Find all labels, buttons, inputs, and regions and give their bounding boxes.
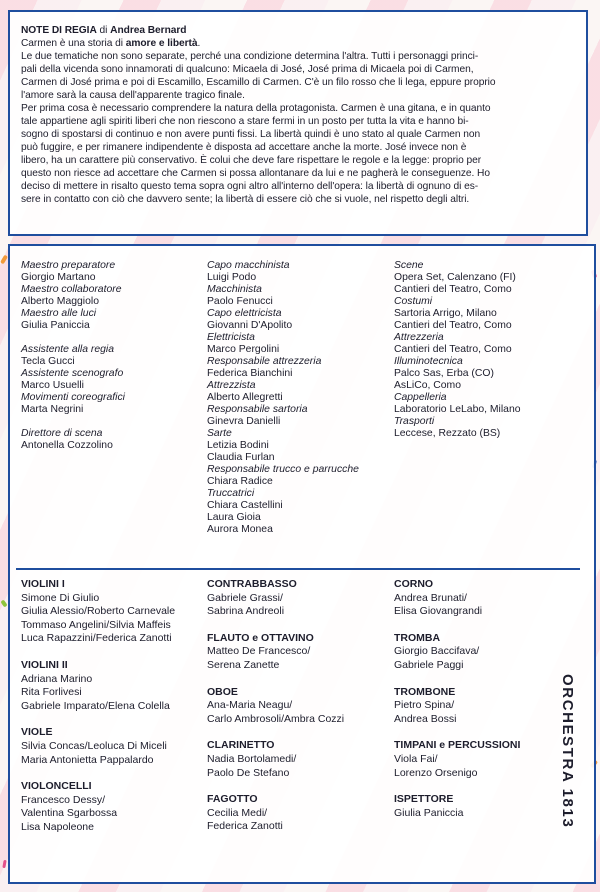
- credit-name: Marco Usuelli: [21, 380, 84, 391]
- credit-name: Laura Gioia: [207, 512, 261, 523]
- orchestra-section: [394, 578, 520, 619]
- credit-role: Macchinista: [207, 284, 262, 295]
- orchestra-column-3: [394, 578, 520, 833]
- musician-name: Serena Zanette: [207, 658, 280, 671]
- musician-name: Carlo Ambrosoli/Ambra Cozzi: [207, 712, 345, 725]
- musician-name: Silvia Concas/Leoluca Di Miceli: [21, 739, 167, 752]
- credit-name: Sartoria Arrigo, Milano: [394, 308, 497, 319]
- notes-text: può fuggire, e per rimanere indipendente è disposta ad accettare anche la morte. José invece non è: [21, 142, 467, 153]
- notes-text: Le due tematiche non sono separate, perché una condizione determina l'altra. Tutti i personaggi princi-: [21, 51, 479, 62]
- musician-name: Giulia Paniccia: [394, 806, 464, 819]
- confetti-decoration: [2, 860, 6, 868]
- credit-name: Letizia Bodini: [207, 440, 269, 451]
- musician-name: Luca Rapazzini/Federica Zanotti: [21, 632, 172, 645]
- credit-role: Maestro collaboratore: [21, 284, 122, 295]
- section-title: ISPETTORE: [394, 793, 454, 806]
- orchestra-section: [21, 780, 175, 834]
- credit-role: Sarte: [207, 428, 232, 439]
- notes-emphasis: amore e libertà: [125, 38, 198, 49]
- musician-name: Gabriele Grassi/: [207, 591, 283, 604]
- notes-text: sere in contatto con ciò che davvero sente; la libertà di essere ciò che si vuole, nel rispetto degli altri.: [21, 194, 470, 205]
- notes-text: tale appartiene agli spiriti liberi che non riescono a stare fermi in un posto per tutta la vita e hanno bi-: [21, 116, 469, 127]
- orchestra-label: ORCHESTRA 1813: [559, 674, 576, 829]
- orchestra-section: [207, 793, 344, 834]
- notes-line: [21, 193, 572, 206]
- musician-name: Andrea Brunati/: [394, 591, 467, 604]
- orchestra-section: [394, 686, 520, 727]
- section-title: TROMBONE: [394, 685, 456, 698]
- credit-name: Alberto Allegretti: [207, 392, 283, 403]
- musician-name: Lisa Napoleone: [21, 820, 94, 833]
- notes-author: Andrea Bernard: [110, 25, 187, 36]
- orchestra-section: [207, 632, 344, 673]
- notes-text: pali della vicenda sono innamorati di qualcuno: Micaela di José, José prima di Micaela poi di Carmen,: [21, 64, 474, 75]
- orchestra-section: [207, 739, 344, 780]
- credit-role: Illuminotecnica: [394, 356, 463, 367]
- credit-name: Alberto Maggiolo: [21, 296, 99, 307]
- credit-name: Federica Bianchini: [207, 368, 293, 379]
- credit-role: Maestro alle luci: [21, 308, 97, 319]
- musician-name: Matteo De Francesco/: [207, 645, 311, 658]
- section-title: OBOE: [207, 685, 238, 698]
- credit-role: Capo elettricista: [207, 308, 282, 319]
- section-title: VIOLINI I: [21, 578, 65, 590]
- credit-name: Chiara Radice: [207, 476, 273, 487]
- credit-name: Cantieri del Teatro, Como: [394, 320, 512, 331]
- musician-name: Gabriele Imparato/Elena Colella: [21, 699, 170, 712]
- section-title: VIOLONCELLI: [21, 780, 92, 793]
- section-title: CORNO: [394, 578, 434, 590]
- credit-name: Claudia Furlan: [207, 452, 275, 463]
- section-title: TIMPANI e PERCUSSIONI: [394, 739, 521, 752]
- credit-name: Palco Sas, Erba (CO): [394, 368, 494, 379]
- credit-name: Aurora Monea: [207, 524, 273, 535]
- credit-role: Cappelleria: [394, 392, 447, 403]
- musician-name: Adriana Marino: [21, 672, 93, 685]
- musician-name: Giulia Alessio/Roberto Carnevale: [21, 605, 176, 618]
- credit-role: Elettricista: [207, 332, 255, 343]
- orchestra-section: [394, 632, 520, 673]
- musician-name: Maria Antonietta Pappalardo: [21, 753, 154, 766]
- notes-text: .: [197, 38, 201, 49]
- credit-name: Laboratorio LeLabo, Milano: [394, 404, 521, 415]
- orchestra-section: [21, 578, 175, 646]
- musician-name: Simone Di Giulio: [21, 591, 100, 604]
- notes-line: [21, 154, 572, 167]
- notes-line: [21, 50, 572, 63]
- section-title: TROMBA: [394, 631, 441, 644]
- musician-name: Viola Fai/: [394, 752, 438, 765]
- credit-role: Assistente alla regia: [21, 344, 114, 355]
- notes-text: questo non riesce ad accettare che Carmen si possa allontanare da lui e ne pagherà le conseguenze. Ho: [21, 168, 490, 179]
- section-title: CONTRABBASSO: [207, 578, 297, 590]
- section-title: CLARINETTO: [207, 739, 275, 752]
- notes-body: [21, 37, 572, 206]
- notes-line: [21, 76, 572, 89]
- credit-name: Opera Set, Calenzano (FI): [394, 272, 516, 283]
- orchestra-section: [207, 578, 344, 619]
- spacer: [21, 332, 125, 344]
- credit-role: Maestro preparatore: [21, 260, 116, 271]
- orchestra-section: [394, 793, 520, 820]
- credit-role: Costumi: [394, 296, 433, 307]
- credit-role: Trasporti: [394, 416, 435, 427]
- notes-line: [21, 167, 572, 180]
- notes-line: [21, 180, 572, 193]
- credits-column-2: [207, 260, 359, 536]
- credit-role: Capo macchinista: [207, 260, 290, 271]
- credit-name: Antonella Cozzolino: [21, 440, 113, 451]
- musician-name: Ana-Maria Neagu/: [207, 699, 293, 712]
- director-notes-box: [8, 10, 588, 236]
- orchestra-section: [21, 659, 175, 713]
- credit-name: Marco Pergolini: [207, 344, 280, 355]
- credit-name: Giorgio Martano: [21, 272, 96, 283]
- notes-line: [21, 115, 572, 128]
- spacer: [21, 416, 125, 428]
- credit-name: Chiara Castellini: [207, 500, 283, 511]
- credit-role: Responsabile sartoria: [207, 404, 308, 415]
- musician-name: Sabrina Andreoli: [207, 605, 285, 618]
- credits-column-1: [21, 260, 125, 452]
- musician-name: Andrea Bossi: [394, 712, 457, 725]
- section-title: VIOLINI II: [21, 658, 68, 671]
- musician-name: Rita Forlivesi: [21, 686, 82, 699]
- notes-text: deciso di mettere in risalto questo tema sopra ogni altro all'interno dell'opera: la libertà di ognuno di es-: [21, 181, 479, 192]
- orchestra-column-2: [207, 578, 344, 847]
- musician-name: Gabriele Paggi: [394, 658, 464, 671]
- musician-name: Paolo De Stefano: [207, 766, 290, 779]
- notes-line: [21, 141, 572, 154]
- musician-name: Federica Zanotti: [207, 820, 283, 833]
- credit-name: AsLiCo, Como: [394, 380, 461, 391]
- credit-name: Paolo Fenucci: [207, 296, 273, 307]
- notes-text: l'amore sarà la causa dell'apparente tragico finale.: [21, 90, 245, 101]
- musician-name: Elisa Giovangrandi: [394, 605, 483, 618]
- credit-name: Giovanni D'Apolito: [207, 320, 293, 331]
- credit-role: Direttore di scena: [21, 428, 103, 439]
- musician-name: Valentina Sgarbossa: [21, 807, 118, 820]
- credits-column-3: [394, 260, 521, 440]
- section-title: VIOLE: [21, 726, 53, 739]
- credit-role: Responsabile trucco e parrucche: [207, 464, 359, 475]
- musician-name: Lorenzo Orsenigo: [394, 766, 478, 779]
- orchestra-column-1: [21, 578, 175, 848]
- musician-name: Cecilia Medi/: [207, 806, 268, 819]
- section-title: FAGOTTO: [207, 793, 258, 806]
- credit-role: Attrezzeria: [394, 332, 444, 343]
- section-title: FLAUTO e OTTAVINO: [207, 631, 314, 644]
- orchestra-section: [207, 686, 344, 727]
- notes-joiner: di: [99, 25, 108, 36]
- notes-title: NOTE DI REGIA: [21, 25, 97, 36]
- credit-name: Leccese, Rezzato (BS): [394, 428, 501, 439]
- credit-name: Cantieri del Teatro, Como: [394, 284, 512, 295]
- confetti-decoration: [0, 255, 8, 265]
- notes-line: [21, 102, 572, 115]
- section-divider: [16, 568, 580, 570]
- credit-role: Assistente scenografo: [21, 368, 124, 379]
- orchestra-section: [394, 739, 520, 780]
- musician-name: Pietro Spina/: [394, 699, 455, 712]
- credit-role: Movimenti coreografici: [21, 392, 125, 403]
- notes-line: [21, 128, 572, 141]
- credit-role: Responsabile attrezzeria: [207, 356, 322, 367]
- notes-text: libero, ha un carattere più conservativo. È colui che deve fare rispettare le regole e la legge: proprio per: [21, 155, 482, 166]
- credit-role: Attrezzista: [207, 380, 256, 391]
- musician-name: Tommaso Angelini/Silvia Maffeis: [21, 618, 171, 631]
- credit-name: Ginevra Danielli: [207, 416, 281, 427]
- confetti-decoration: [0, 599, 7, 607]
- credit-name: Cantieri del Teatro, Como: [394, 344, 512, 355]
- musician-name: Francesco Dessy/: [21, 793, 106, 806]
- credit-role: Scene: [394, 260, 424, 271]
- musician-name: Giorgio Baccifava/: [394, 645, 480, 658]
- notes-line: [21, 89, 572, 102]
- notes-text: Per prima cosa è necessario comprendere la natura della protagonista. Carmen è una gitana, e in quanto: [21, 103, 491, 114]
- credit-name: Giulia Paniccia: [21, 320, 90, 331]
- notes-text: sogno di spostarsi di continuo e non avere punti fissi. La libertà quindi è uno stato al quale Carmen non: [21, 129, 481, 140]
- notes-line: [21, 63, 572, 76]
- notes-text: Carmen di José prima e poi di Escamillo, Escamillo di Carmen. C'è un filo rosso che li lega, eppure proprio: [21, 77, 496, 88]
- notes-heading: [21, 24, 572, 37]
- credit-name: Tecla Gucci: [21, 356, 75, 367]
- orchestra-section: [21, 726, 175, 767]
- credits-box: [8, 244, 596, 884]
- notes-text: Carmen è una storia di: [21, 38, 126, 49]
- credit-role: Truccatrici: [207, 488, 255, 499]
- credit-name: Luigi Podo: [207, 272, 257, 283]
- credit-name: Marta Negrini: [21, 404, 84, 415]
- notes-line: [21, 37, 572, 50]
- musician-name: Nadia Bortolamedi/: [207, 752, 297, 765]
